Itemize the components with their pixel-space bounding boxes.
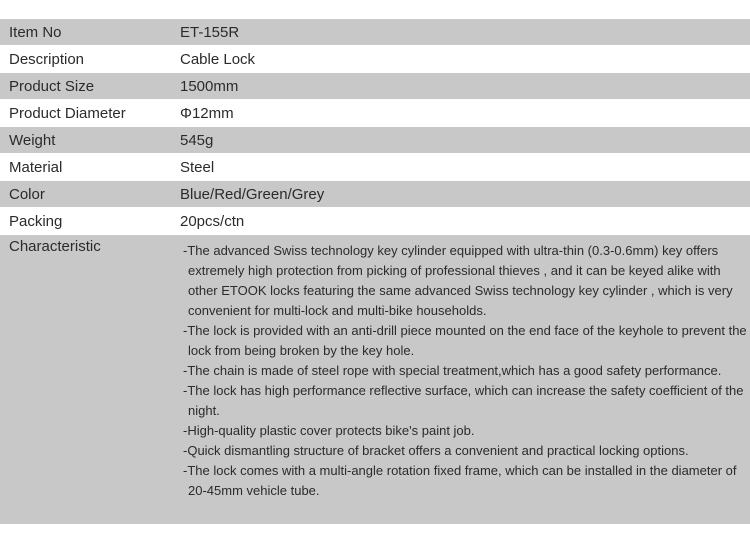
spec-table <box>0 19 750 525</box>
spec-value: Φ12mm <box>180 104 234 122</box>
spec-label: Color <box>9 185 45 203</box>
characteristic-item: -The lock is provided with an anti-drill piece mounted on the end face of the keyhole to prevent the lock from being broken by the key hole. <box>183 323 747 358</box>
spec-value: Steel <box>180 158 215 176</box>
spec-label: Characteristic <box>9 238 101 255</box>
spec-value: 20pcs/ctn <box>180 212 245 230</box>
spec-label: Description <box>9 50 85 68</box>
characteristic-item: -The advanced Swiss technology key cylinder equipped with ultra-thin (0.3-0.6mm) key offers extremely high protection from picking of professional thieves , and it can be keyed alike with other ETOOK locks featuring the same advanced Swiss technology key cylinder , which is very convenient for multi-lock and multi-bike households. <box>183 243 733 318</box>
characteristic-item: -High-quality plastic cover protects bike's paint job. <box>183 423 475 438</box>
spec-value: 545g <box>180 131 214 149</box>
characteristic-item: -The lock comes with a multi-angle rotation fixed frame, which can be installed in the diameter of 20-45mm vehicle tube. <box>183 463 737 498</box>
characteristic-list <box>0 235 750 501</box>
spec-value: ET-155R <box>180 23 240 41</box>
characteristic-item: -The lock has high performance reflective surface, which can increase the safety coefficient of the night. <box>183 383 744 418</box>
spec-row-item-no <box>0 19 750 46</box>
spec-label: Product Size <box>9 77 95 95</box>
spec-row-description <box>0 46 750 73</box>
spec-row-weight <box>0 127 750 154</box>
spec-row-packing <box>0 208 750 235</box>
spec-label: Weight <box>9 131 56 149</box>
spec-row-color <box>0 181 750 208</box>
spec-label: Packing <box>9 212 63 230</box>
spec-value: 1500mm <box>180 77 239 95</box>
characteristic-item: -Quick dismantling structure of bracket offers a convenient and practical locking options. <box>183 443 689 458</box>
spec-label: Material <box>9 158 63 176</box>
spec-value: Blue/Red/Green/Grey <box>180 185 325 203</box>
spec-row-material <box>0 154 750 181</box>
spec-row-characteristic <box>0 235 750 525</box>
spec-row-product-size <box>0 73 750 100</box>
spec-row-product-diameter <box>0 100 750 127</box>
spec-value: Cable Lock <box>180 50 256 68</box>
spec-label: Item No <box>9 23 62 41</box>
spec-label: Product Diameter <box>9 104 126 122</box>
characteristic-item: -The chain is made of steel rope with special treatment,which has a good safety performance. <box>183 363 722 378</box>
